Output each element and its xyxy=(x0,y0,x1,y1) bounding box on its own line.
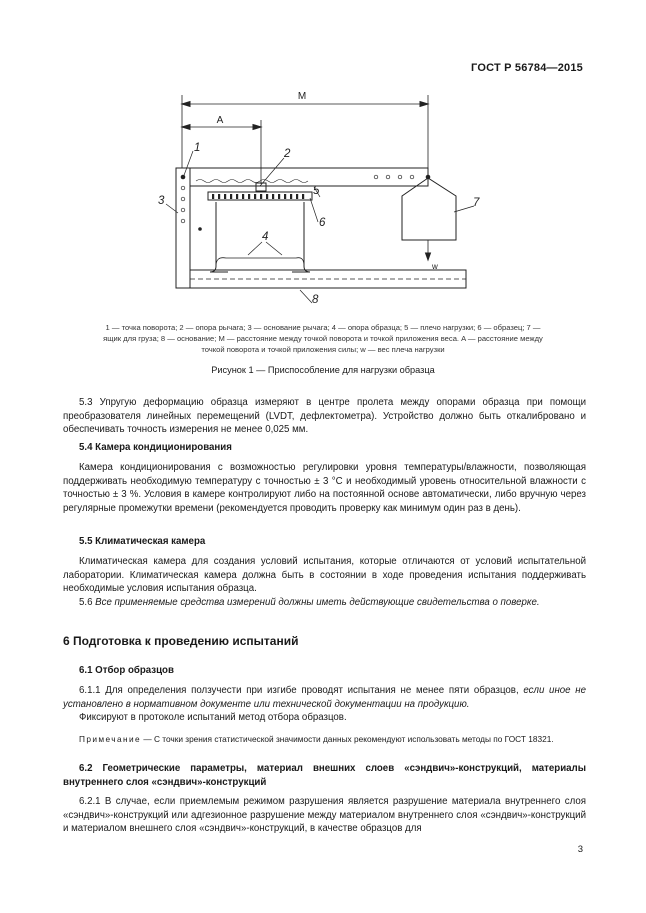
paragraph-5-6-text: Все применяемые средства измерений должны иметь действующие свидетельства о поверке. xyxy=(95,597,540,608)
note-label: Примечание xyxy=(79,734,142,744)
figure-legend-line-2: ящик для груза; 8 — основание; M — расстояние между точкой поворота и точкой приложения веса. A — расстояние между xyxy=(103,334,543,343)
load-fixture-figure xyxy=(0,0,646,320)
paragraph-5-6-number: 5.6 xyxy=(79,597,93,608)
standard-header: ГОСТ Р 56784—2015 xyxy=(471,62,583,74)
callout-8: 8 xyxy=(312,294,319,306)
callout-4: 4 xyxy=(262,231,269,243)
heading-6-2: 6.2 Геометрические параметры, материал внешних слоев «сэндвич»-конструкций, материалы внутреннего слоя «сэндвич»-конструкций xyxy=(63,763,586,788)
paragraph-6-1-1-record: Фиксируют в протоколе испытаний метод отбора образцов. xyxy=(79,712,347,723)
callout-3: 3 xyxy=(158,195,165,207)
figure-legend-line-3: точкой поворота и точкой приложения силы; w — вес плеча нагрузки xyxy=(201,345,445,354)
callout-6: 6 xyxy=(319,217,326,229)
note-6-1-1 xyxy=(63,733,586,745)
heading-6: 6 Подготовка к проведению испытаний xyxy=(63,634,299,648)
callout-7: 7 xyxy=(473,197,480,209)
callout-1: 1 xyxy=(194,142,201,154)
dimension-M-label: M xyxy=(297,91,307,102)
paragraph-6-1-1 xyxy=(63,684,586,711)
paragraph-6-2-1: 6.2.1 В случае, если приемлемым режимом разрушения является разрушение материала внутреннего слоя «сэндвич»-конструкций или адгезионное разрушение между материалом внутреннего слоя «сэндвич»-конструкций и материалом внешнего слоя «сэндвич»-конструкций, в качестве образцов для xyxy=(63,796,586,834)
note-text: — С точки зрения статистической значимости данных рекомендуют использовать методы по ГОСТ 18321. xyxy=(141,734,554,744)
paragraph-5-6 xyxy=(63,596,586,610)
figure-legend-line-1: 1 — точка поворота; 2 — опора рычага; 3 — основание рычага; 4 — опора образца; 5 — плечо нагрузки; 6 — образец; 7 — xyxy=(105,323,541,332)
paragraph-5-4: Камера кондиционирования с возможностью регулировки уровня температуры/влажности, позволяющая поддерживать необходимую температуру с точностью ± 3 °С и необходимый уровень относительной влажности с точностью ± 3 %. Условия в камере контролируют либо на постоянной основе автоматически, либо вручную через регулярные промежутки времени (рекомендуется проводить проверку как минимум один раз в день). xyxy=(63,462,586,514)
callout-2: 2 xyxy=(284,148,291,160)
figure-title: Рисунок 1 — Приспособление для нагрузки образца xyxy=(211,365,435,375)
page-number: 3 xyxy=(577,844,583,855)
heading-6-1: 6.1 Отбор образцов xyxy=(79,665,174,676)
callout-5: 5 xyxy=(313,185,320,197)
paragraph-6-1-1-start: 6.1.1 Для определения ползучести при изгибе проводят испытания не менее пяти образцов, xyxy=(79,685,519,696)
dimension-A-label: A xyxy=(216,115,224,126)
weight-w-label: w xyxy=(432,262,438,271)
paragraph-5-5: Климатическая камера для создания условий испытания, которые отличаются от условий испытательной лаборатории. Климатическая камера должна быть в состоянии в ходе проведения испытания поддерживать необходимые условия испытания образца. xyxy=(63,556,586,594)
paragraph-5-3: 5.3 Упругую деформацию образца измеряют в центре пролета между опорами образца при помощи преобразователя линейных перемещений (LVDT, дефлектометра). Устройство должно быть откалибровано и обеспечивать точность измерения не менее 0,025 мм. xyxy=(63,397,586,435)
heading-5-4: 5.4 Камера кондиционирования xyxy=(79,442,232,453)
heading-5-5: 5.5 Климатическая камера xyxy=(79,536,206,547)
paragraph-6-1-1-italic: если иное не установлено в нормативном документе или технической документации на продукцию. xyxy=(63,685,586,710)
